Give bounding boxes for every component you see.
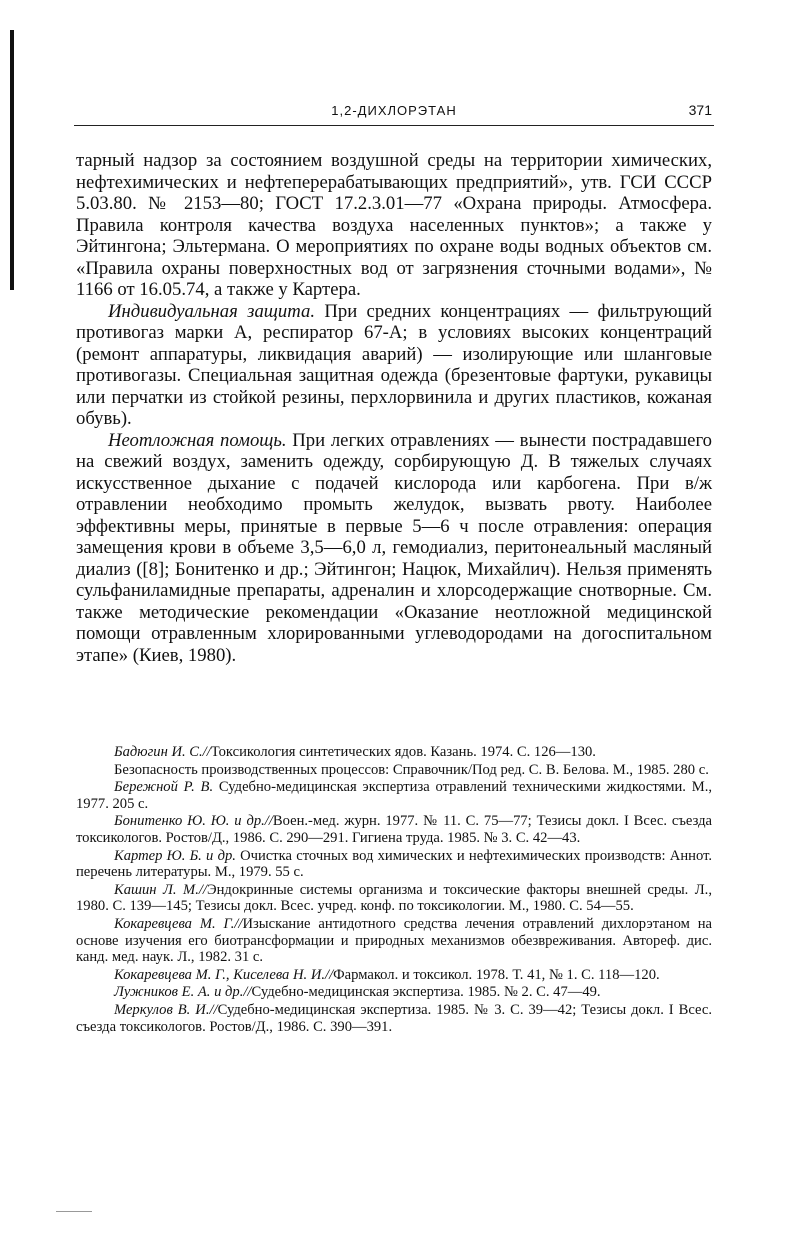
- paragraph-emergency-aid: [76, 430, 712, 667]
- reference-text: Судебно-медицинская экспертиза. 1985. № 2. С. 47—49.: [251, 984, 601, 1001]
- section-lead-emergency: Неотложная помощь.: [108, 429, 287, 451]
- running-head: 1,2-ДИХЛОРЭТАН: [331, 103, 457, 118]
- reference-item: [76, 762, 712, 779]
- reference-author: Кашин Л. М.//: [114, 881, 207, 898]
- reference-item: [76, 882, 712, 915]
- reference-author: Картер Ю. Б. и др.: [114, 847, 236, 864]
- reference-text: Судебно-медицинская экспертиза. 1985. № 3. С. 39—42; Тезисы докл. I Всес. съезда токсикологов. Ростов/Д., 1986. С. 390—391.: [76, 1001, 712, 1035]
- reference-author: Бонитенко Ю. Ю. и др.//: [114, 813, 273, 830]
- reference-author: Кокаревцева М. Г., Киселева Н. И.//: [114, 966, 334, 983]
- section-lead-protection: Индивидуальная защита.: [108, 300, 315, 322]
- reference-author: Меркулов В. И.//: [114, 1001, 218, 1018]
- paragraph-monitoring: тарный надзор за состоянием воздушной среды на территории химических, нефтехимических и нефтеперерабатывающих предприятий», утв. ГСИ СССР 5.03.80. № 2153—80; ГОСТ 17.2.3.01—77 «Охрана природы. Атмосфера. Правила контроля качества воздуха населенных пунктов»; а также у Эйтингона; Эльтермана. О мероприятиях по охране воды водных объектов см. «Правила охраны поверхностных вод от загрязнения сточными водами», № 1166 от 16.05.74, а также у Картера.: [76, 150, 712, 300]
- reference-text: Фармакол. и токсикол. 1978. Т. 41, № 1. С. 118—120.: [333, 966, 660, 983]
- scan-edge-bar: [10, 30, 14, 290]
- reference-item: [76, 848, 712, 881]
- reference-author: Лужников Е. А. и др.//: [114, 984, 252, 1001]
- reference-text: Очистка сточных вод химических и нефтехимических производств: Аннот. перечень литературы. М., 1979. 55 с.: [76, 847, 712, 881]
- page-header: [74, 101, 714, 126]
- paragraph-individual-protection: [76, 301, 712, 430]
- reference-item: [76, 984, 712, 1001]
- reference-item: [76, 1002, 712, 1035]
- reference-item: [76, 744, 712, 761]
- reference-text: Безопасность производственных процессов: Справочник/Под ред. С. В. Белова. М., 1985. 280 с.: [114, 761, 709, 778]
- emergency-text: При легких отравлениях — вынести пострадавшего на свежий воздух, заменить одежду, сорбирующую Д. В тяжелых случаях искусственное дыхание с подачей кислорода или карбогена. При в/ж отравлении необходимо промыть желудок, вызвать рвоту. Наиболее эффективны меры, принятые в первые 5—6 ч после отравления: операция замещения крови в объеме 3,5—6,0 л, гемодиализ, перитонеальный масляный диализ ([8]; Бонитенко и др.; Эйтингон; Нацюк, Михайлич). Нельзя применять сульфаниламидные препараты, адреналин и хлорсодержащие снотворные. См. также методические рекомендации «Оказание неотложной медицинской помощи отравленным хлорированными углеводородами на догоспитальном этапе» (Киев, 1980).: [76, 429, 712, 666]
- reference-text: Изыскание антидотного средства лечения отравлений дихлорэтаном на основе изучения его биотрансформации и природных механизмов обезвреживания. Автореф. дис. канд. мед. наук. Л., 1982. 31 с.: [76, 915, 712, 966]
- reference-author: Бережной Р. В.: [114, 779, 214, 796]
- reference-item: [76, 916, 712, 966]
- reference-item: [76, 779, 712, 812]
- page-number: 371: [688, 102, 712, 118]
- reference-item: [76, 967, 712, 984]
- reference-item: [76, 813, 712, 846]
- protection-text: При средних концентрациях — фильтрующий противогаз марки А, респиратор 67-А; в условиях высоких концентраций (ремонт аппаратуры, ликвидация аварий) — изолирующие или шланговые противогазы. Специальная защитная одежда (брезентовые фартуки, рукавицы или перчатки из стойкой резины, перхлорвинила и других пластиков, кожаная обувь).: [76, 300, 712, 429]
- footer-mark: [56, 1211, 92, 1212]
- reference-list: [76, 744, 712, 1036]
- reference-author: Кокаревцева М. Г.//: [114, 915, 243, 932]
- reference-text: Токсикология синтетических ядов. Казань. 1974. С. 126—130.: [210, 744, 596, 760]
- reference-text: Эндокринные системы организма и токсические факторы внешней среды. Л., 1980. С. 139—145; Тезисы докл. Всес. учред. конф. по токсикологии. М., 1980. С. 54—55.: [76, 881, 712, 915]
- reference-author: Бадюгин И. С.//: [114, 744, 211, 760]
- reference-text: Судебно-медицинская экспертиза отравлений техническими жидкостями. М., 1977. 205 с.: [76, 779, 712, 812]
- reference-text: Воен.-мед. журн. 1977. № 11. С. 75—77; Тезисы докл. I Всес. съезда токсикологов. Ростов/Д., 1986. С. 290—291. Гигиена труда. 1985. № 3. С. 42—43.: [76, 813, 712, 846]
- body-text: [76, 150, 712, 666]
